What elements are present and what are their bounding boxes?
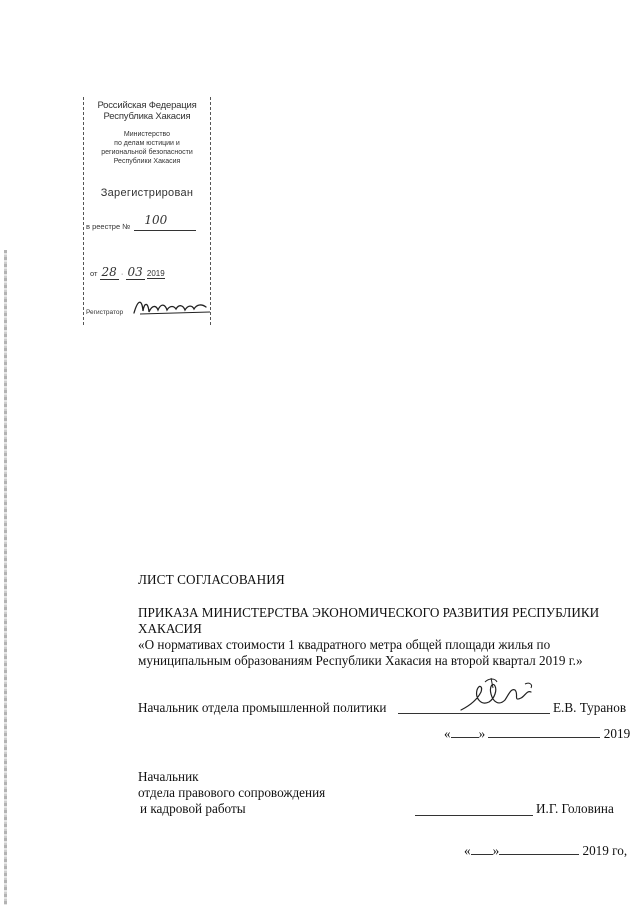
date-close-quote: » bbox=[492, 843, 500, 858]
approver-2-date bbox=[464, 842, 627, 859]
stamp-date-sep: · bbox=[120, 269, 124, 278]
date-open-quote: « bbox=[444, 726, 451, 741]
stamp-date-prefix: от bbox=[90, 269, 98, 278]
approver-1-signature-icon bbox=[455, 676, 545, 718]
stamp-ministry-line: по делам юстиции и bbox=[114, 140, 180, 147]
stamp-date-day: 28 bbox=[101, 265, 117, 279]
approver-1-year: 2019 bbox=[603, 726, 631, 741]
stamp-date-month: 03 bbox=[127, 265, 143, 279]
approver-2-role: отдела правового сопровождения bbox=[138, 785, 326, 800]
order-line: ХАКАСИЯ bbox=[138, 621, 202, 636]
stamp-signatory-label: Регистратор bbox=[86, 309, 124, 316]
stamp-country: Российская Федерация bbox=[97, 100, 197, 111]
stamp-ministry-line: региональной безопасности bbox=[101, 149, 193, 156]
stamp-registry-field bbox=[134, 213, 196, 231]
order-line: муниципальным образованиям Республики Хакасия на второй квартал 2019 г.» bbox=[138, 653, 583, 668]
date-day-blank bbox=[471, 842, 493, 855]
scan-edge bbox=[4, 250, 7, 905]
order-line: ПРИКАЗА МИНИСТЕРСТВА ЭКОНОМИЧЕСКОГО РАЗВИТИЯ РЕСПУБЛИКИ bbox=[138, 605, 600, 620]
stamp-registry-number: 100 bbox=[144, 213, 168, 227]
stamp-registered: Зарегистрирован bbox=[100, 187, 194, 199]
approver-1-role: Начальник отдела промышленной политики bbox=[138, 700, 387, 715]
stamp-registry-label: в реестре № bbox=[86, 222, 131, 231]
stamp-region: Республика Хакасия bbox=[103, 111, 191, 122]
stamp-signature-icon bbox=[132, 295, 212, 319]
registration-stamp bbox=[83, 97, 211, 325]
document-title: ЛИСТ СОГЛАСОВАНИЯ bbox=[138, 572, 285, 587]
stamp-date-row bbox=[90, 265, 165, 279]
approver-2-year: 2019 го, bbox=[582, 843, 628, 858]
stamp-date-year: 2019 bbox=[146, 269, 165, 278]
approver-2-role: и кадровой работы bbox=[140, 801, 246, 816]
date-day-blank bbox=[451, 725, 479, 738]
stamp-ministry-line: Министерство bbox=[123, 131, 171, 138]
order-line: «О нормативах стоимости 1 квадратного метра общей площади жилья по bbox=[138, 637, 551, 652]
stamp-ministry-line: Республики Хакасия bbox=[113, 158, 181, 165]
approver-1-name: Е.В. Туранов bbox=[553, 700, 627, 715]
approver-2-signature-line bbox=[415, 815, 533, 816]
date-month-blank bbox=[499, 842, 579, 855]
date-month-blank bbox=[488, 725, 600, 738]
approver-2-name: И.Г. Головина bbox=[536, 801, 614, 816]
stamp-signatory-row bbox=[86, 309, 123, 316]
date-open-quote: « bbox=[464, 843, 471, 858]
approver-2-role: Начальник bbox=[138, 769, 199, 784]
stamp-registry-row bbox=[86, 213, 196, 231]
date-close-quote: » bbox=[478, 726, 486, 741]
approver-1-date bbox=[444, 725, 630, 742]
